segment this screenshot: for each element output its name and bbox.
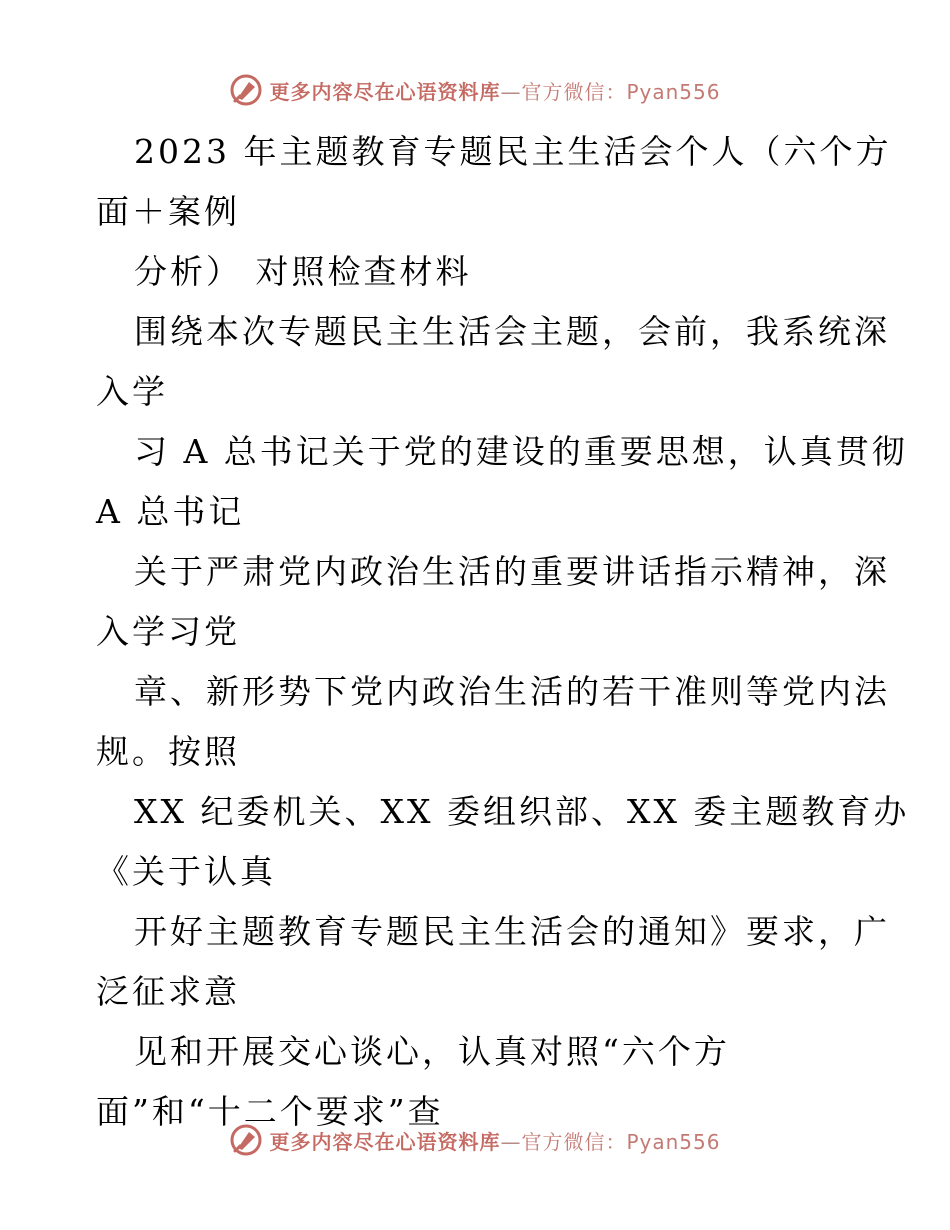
watermark-contact: 官方微信：Pyan556 [521,79,721,104]
document-line: 规。按照 [96,732,240,771]
pen-nib-circle-icon [229,73,263,107]
document-line: 见和开展交心谈心，认真对照“六个方 [134,1032,730,1071]
document-line: 面＋案例 [96,192,240,231]
document-line: 入学 [96,372,168,411]
document-line: 开好主题教育专题民主生活会的通知》要求，广 [134,912,890,951]
watermark-brand: 更多内容尽在心语资料库 [269,1129,501,1154]
document-line: A 总书记 [96,492,245,531]
document-line: 面”和“十二个要求”查 [96,1092,444,1131]
pen-nib-circle-icon [229,1123,263,1157]
footer-watermark [0,1120,950,1160]
document-line: XX 纪委机关、XX 委组织部、XX 委主题教育办 [134,792,910,831]
document-line: 章、新形势下党内政治生活的若干准则等党内法 [134,672,890,711]
document-line: 《关于认真 [96,852,276,891]
watermark-text [269,76,720,105]
document-line: 习 A 总书记关于党的建设的重要思想，认真贯彻 [134,432,908,471]
document-line: 入学习党 [96,612,240,651]
watermark-brand: 更多内容尽在心语资料库 [269,79,501,104]
document-line: 2023 年主题教育专题民主生活会个人（六个方 [134,132,892,171]
watermark-dash: — [500,1129,522,1154]
document-line: 关于严肃党内政治生活的重要讲话指示精神，深 [134,552,890,591]
watermark-contact: 官方微信：Pyan556 [521,1129,721,1154]
watermark-dash: — [500,79,522,104]
watermark-text [269,1126,720,1155]
document-line: 泛征求意 [96,972,240,1011]
header-watermark [0,70,950,110]
document-line: 分析） 对照检查材料 [134,252,472,291]
document-line: 围绕本次专题民主生活会主题，会前，我系统深 [134,312,890,351]
document-body [96,122,910,1142]
